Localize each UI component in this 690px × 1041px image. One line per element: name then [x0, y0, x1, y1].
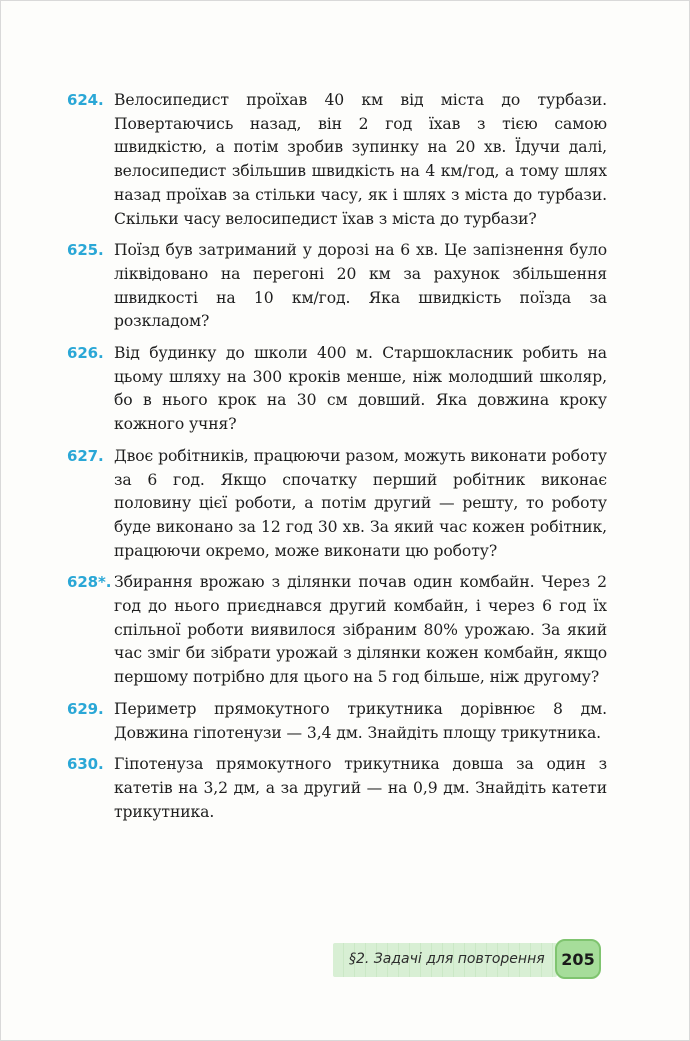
problem-text: Двоє робітників, працюючи разом, можуть виконати роботу за 6 год. Якщо спочатку перший робітник виконає половину цієї роботи, а потім другий — решту, то роботу буде виконано за 12 год 30 хв. За який час кожен робітник, працюючи окремо, може виконати цю роботу?	[114, 446, 607, 560]
problem-number: 629.	[67, 699, 104, 718]
problem-text: Гіпотенуза прямокутного трикутника довша за один з катетів на 3,2 дм, а за другий — на 0,9 дм. Знайдіть катети трикутника.	[114, 755, 607, 821]
problem-627	[67, 445, 607, 564]
problem-number: 627.	[67, 446, 104, 465]
problem-624	[67, 89, 607, 231]
problem-626	[67, 342, 607, 437]
problem-list	[67, 89, 607, 832]
problem-number: 626.	[67, 344, 104, 363]
problem-number: 625.	[67, 241, 104, 260]
problem-text: Поїзд був затриманий у дорозі на 6 хв. Це запізнення було ліквідовано на перегоні 20 км за рахунок збільшення швидкості на 10 км/год. Яка швидкість поїзда за розкладом?	[114, 241, 607, 331]
section-title: §2. Задачі для повторення	[349, 951, 545, 967]
problem-630	[67, 753, 607, 824]
problem-number: 624.	[67, 91, 104, 109]
problem-number: 628*.	[67, 573, 112, 592]
page-number: 205	[561, 950, 595, 969]
problem-text: Периметр прямокутного трикутника дорівнює 8 дм. Довжина гіпотенузи — 3,4 дм. Знайдіть площу трикутника.	[114, 699, 607, 742]
problem-text: Збирання врожаю з ділянки почав один комбайн. Через 2 год до нього приєднався другий комбайн, і через 6 год їх спільної роботи виявилося зібраним 80% урожаю. За який час зміг би зібрати урожай з ділянки кожен комбайн, якщо першому потрібно для цього на 5 год більше, ніж другому?	[114, 573, 607, 687]
problem-number: 630.	[67, 755, 104, 774]
page-footer	[333, 939, 605, 979]
problem-629	[67, 698, 607, 745]
problem-text: Від будинку до школи 400 м. Старшокласник робить на цьому шляху на 300 кроків менше, ніж молодший школяр, бо в нього крок на 30 см довший. Яка довжина кроку кожного учня?	[114, 344, 607, 434]
problem-625	[67, 239, 607, 334]
problem-text: Велосипедист проїхав 40 км від міста до турбази. Повертаючись назад, він 2 год їхав з тією самою швидкістю, а потім зробив зупинку на 20 хв. Їдучи далі, велосипедист збільшив швидкість на 4 км/год, а тому шлях назад проїхав за стільки часу, як і шлях з міста до турбази. Скільки часу велосипедист їхав з міста до турбази?	[114, 91, 607, 228]
problem-628	[67, 571, 607, 690]
page-number-badge	[555, 939, 601, 979]
